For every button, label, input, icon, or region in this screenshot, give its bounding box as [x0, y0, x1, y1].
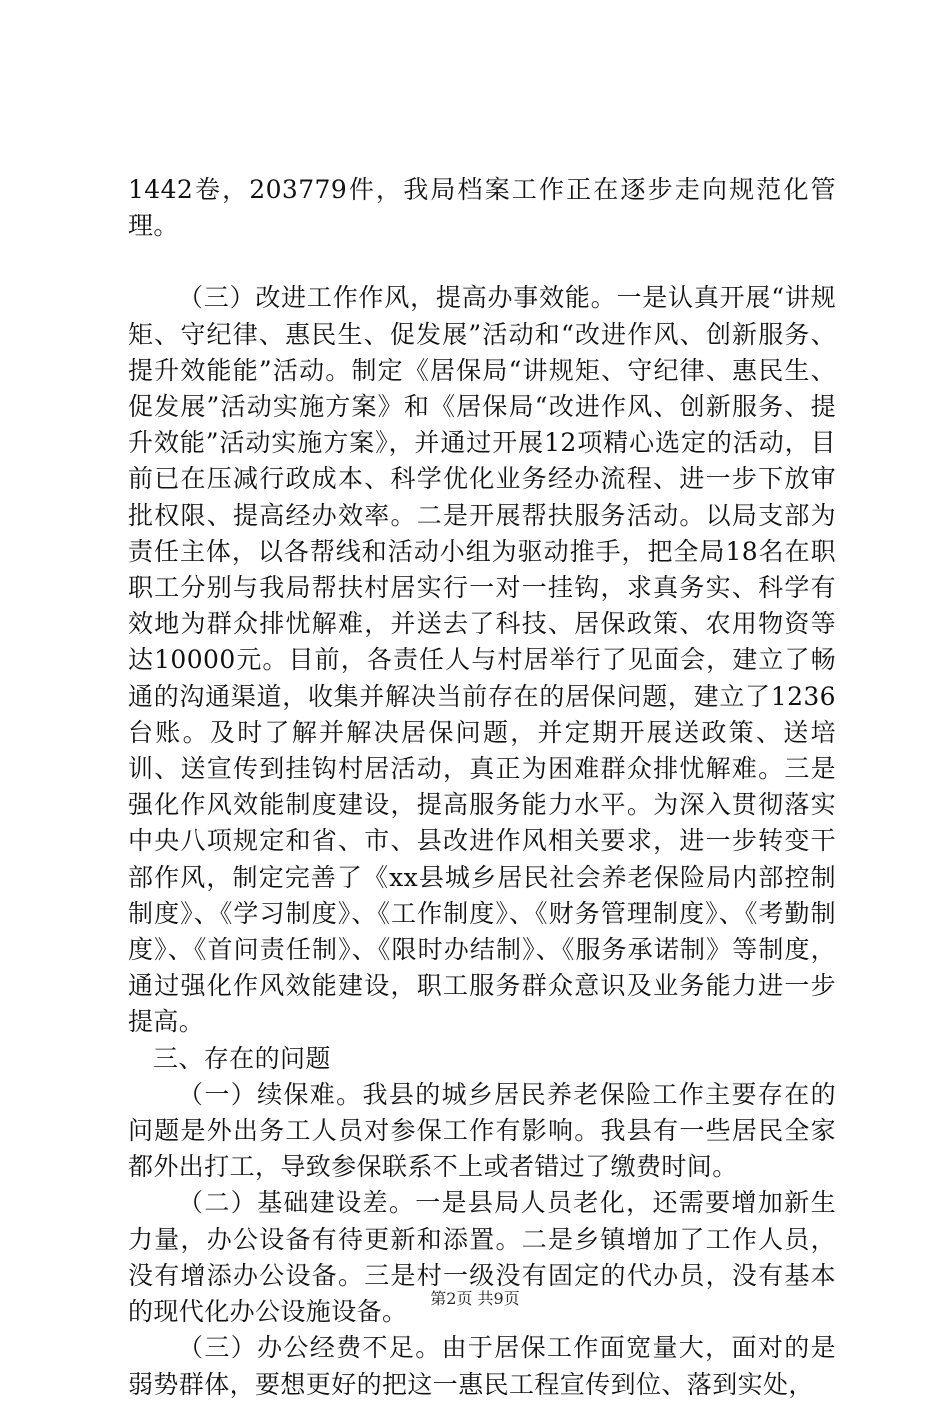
- paragraph-problem-2: （二）基础建设差。一是县局人员老化，还需要增加新生力量，办公设备有待更新和添置。二是乡镇增加了工作人员，没有增添办公设备。三是村一级没有固定的代办员，没有基本的现代化办公设施设备。: [128, 1188, 836, 1327]
- document-body: [128, 172, 836, 1403]
- paragraph-problem-3: （三）办公经费不足。由于居保工作面宽量大，面对的是弱势群体，要想更好的把这一惠民工程宣传到位、落到实处，: [128, 1333, 836, 1399]
- paragraph-problem-1: （一）续保难。我县的城乡居民养老保险工作主要存在的问题是外出务工人员对参保工作有影响。我县有一些居民全家都外出打工，导致参保联系不上或者错过了缴费时间。: [128, 1079, 836, 1182]
- section-heading-problems: 三、存在的问题: [153, 1043, 331, 1073]
- paragraph-archive-summary: 1442卷，203779件，我局档案工作正在逐步走向规范化管理。: [128, 175, 836, 241]
- paragraph-work-style: （三）改进工作作风，提高办事效能。一是认真开展“讲规矩、守纪律、惠民生、促发展”活动和“改进作风、创新服务、提升效能能”活动。制定《居保局“讲规矩、守纪律、惠民生、促发展”活动实施方案》和《居保局“改进作风、创新服务、提升效能”活动实施方案》，并通过开展12项精心选定的活动，目前已在压减行政成本、科学优化业务经办流程、进一步下放审批权限、提高经办效率。二是开展帮扶服务活动。以局支部为责任主体，以各帮线和活动小组为驱动推手，把全局18名在职职工分别与我局帮扶村居实行一对一挂钩，求真务实、科学有效地为群众排忧解难，并送去了科技、居保政策、农用物资等达10000元。目前，各责任人与村居举行了见面会，建立了畅通的沟通渠道，收集并解决当前存在的居保问题，建立了1236台账。及时了解并解决居保问题，并定期开展送政策、送培训、送宣传到挂钩村居活动，真正为困难群众排忧解难。三是强化作风效能制度建设，提高服务能力水平。为深入贯彻落实中央八项规定和省、市、县改进作风相关要求，进一步转变干部作风，制定完善了《xx县城乡居民社会养老保险局内部控制制度》、《学习制度》、《工作制度》、《财务管理制度》、《考勤制度》、《首问责任制》、《限时办结制》、《服务承诺制》等制度，通过强化作风效能建设，职工服务群众意识及业务能力进一步提高。: [128, 283, 836, 1037]
- page-number-footer: 第2页 共9页: [430, 1289, 520, 1308]
- paragraph-spacer: [128, 244, 836, 280]
